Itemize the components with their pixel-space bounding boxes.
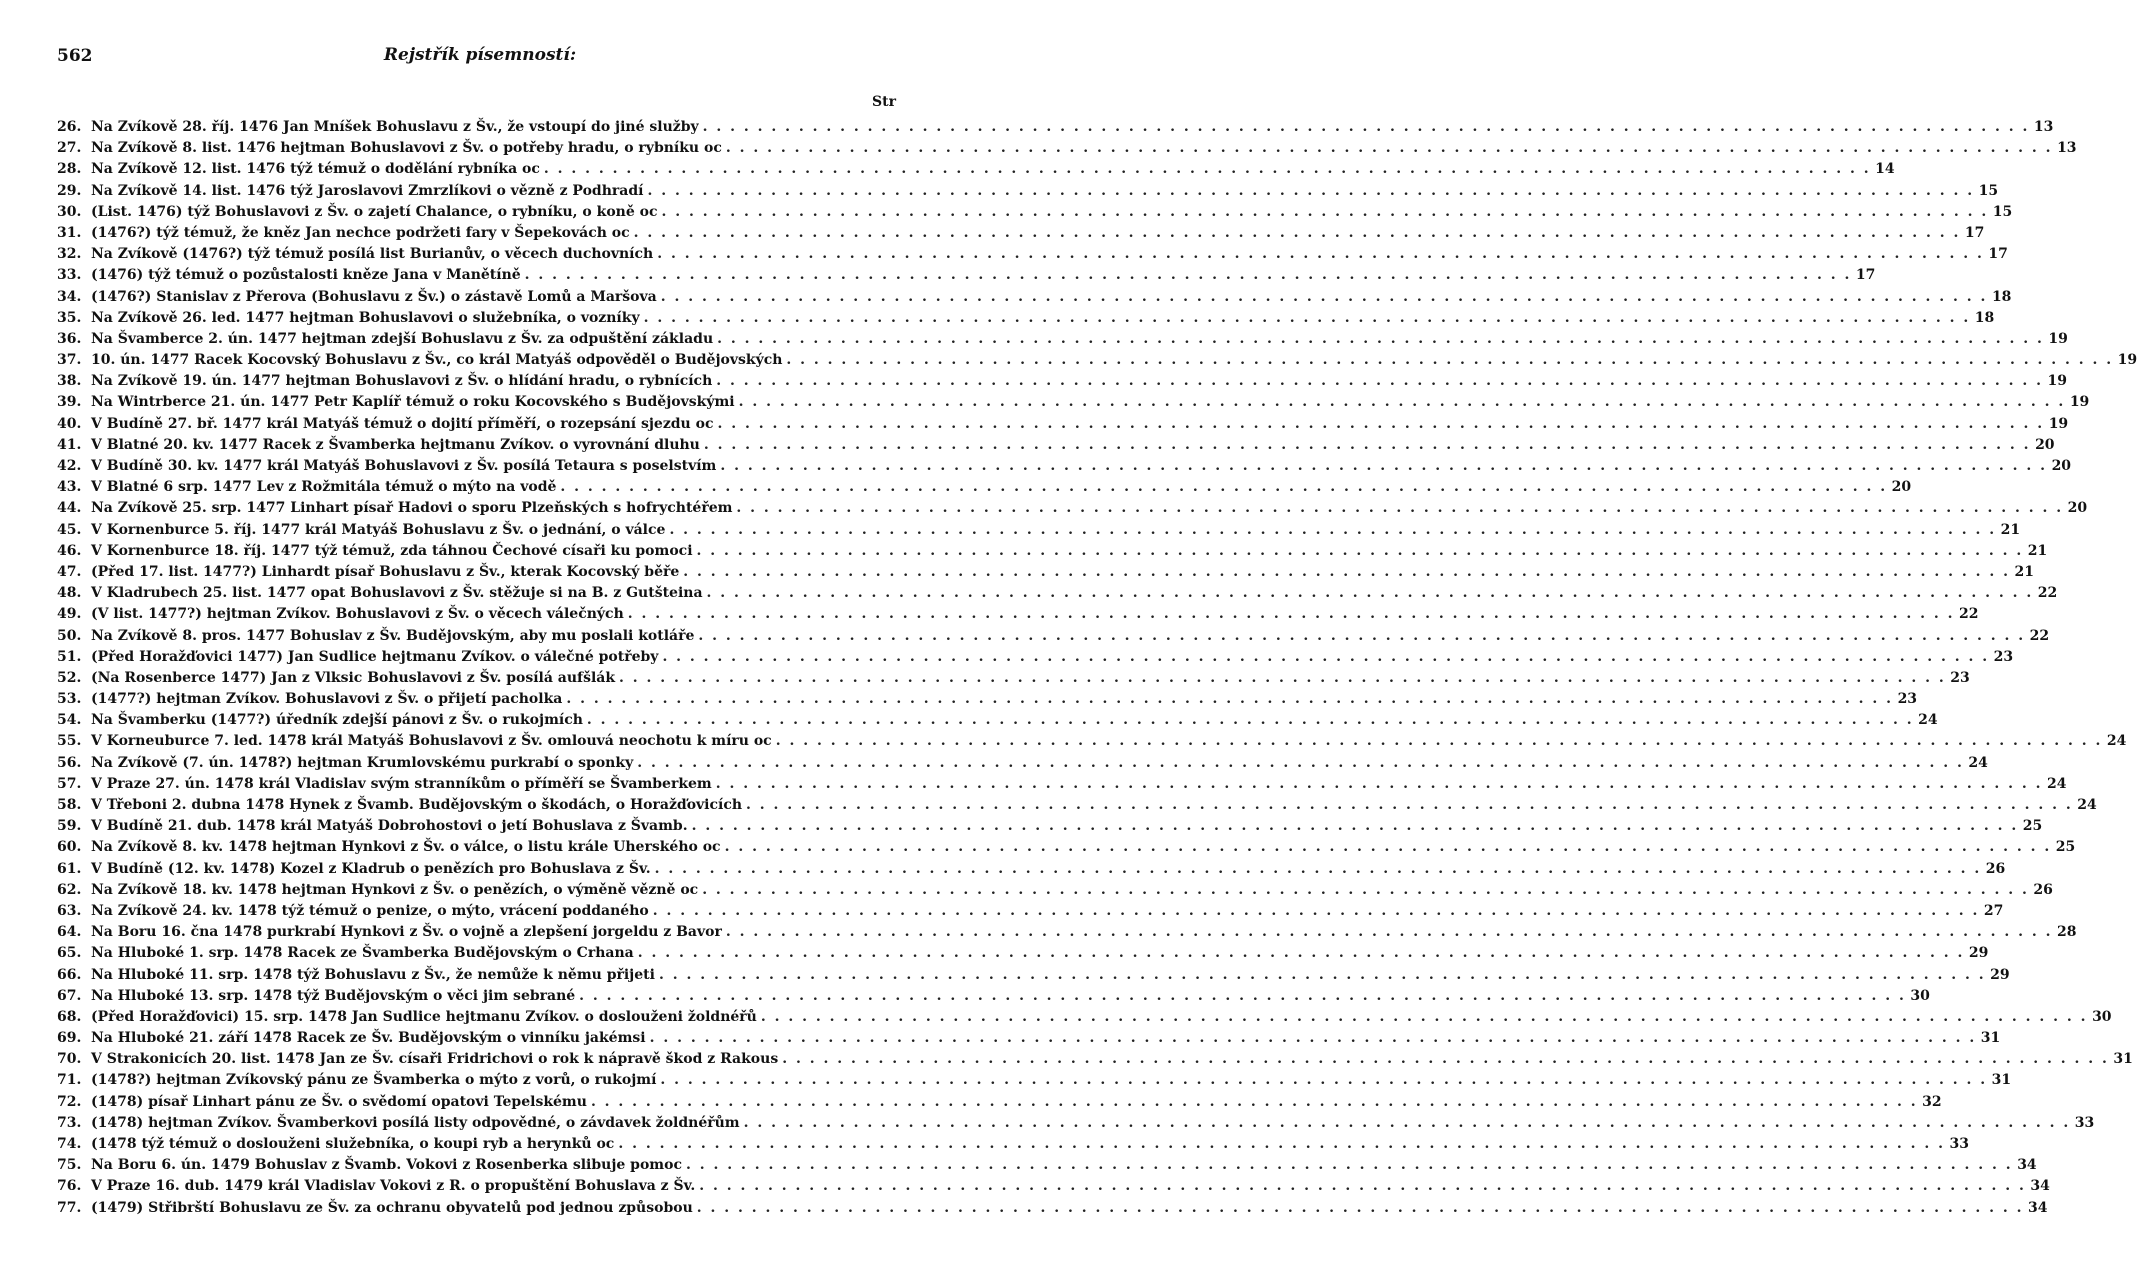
register-entry	[57, 330, 2068, 352]
dot-leader	[619, 670, 1946, 686]
entry-number: 29.	[57, 182, 82, 199]
register-entry	[57, 458, 2072, 479]
register-entry	[57, 500, 2088, 521]
entry-text: Na Zvíkově (1476?) týž témuž posílá list Burianův, o věcech duchovních	[91, 246, 654, 263]
register-entry	[57, 987, 1930, 1009]
register-entry	[57, 585, 2058, 606]
entry-text: (List. 1476) týž Bohuslavovi z Šv. o zajetí Chalance, o rybníku, o koně oc	[91, 203, 658, 220]
entry-page: 17	[1964, 224, 1985, 241]
dot-leader	[566, 691, 1893, 707]
entry-text: Na Zvíkově 25. srp. 1477 Linhart písař Hadovi o sporu Plzeňských s hofrychtéřem	[91, 500, 733, 517]
register-entry	[57, 606, 1979, 627]
dot-leader	[662, 649, 1989, 665]
entry-page: 20	[2051, 458, 2072, 474]
entry-text: V Budíně 21. dub. 1478 král Matyáš Dobrohostovi o jetí Bohuslava z Švamb.	[91, 818, 688, 835]
entry-page: 31	[2113, 1051, 2133, 1068]
dot-leader	[669, 522, 1996, 538]
page-column-label: Str	[872, 94, 896, 110]
dot-leader	[702, 882, 2029, 898]
entry-text: Na Zvíkově 8. list. 1476 hejtman Bohuslavovi z Šv. o potřeby hradu, o rybníku oc	[91, 140, 722, 157]
entry-number: 75.	[57, 1157, 82, 1174]
entry-text: V Třeboni 2. dubna 1478 Hynek z Švamb. Budějovským o škodách, o Horažďovicích	[91, 797, 743, 813]
entry-text: V Praze 27. ún. 1478 král Vladislav svým stranníkům o příměří se Švamberkem	[91, 775, 712, 792]
register-entry	[57, 839, 2076, 860]
dot-leader	[744, 1115, 2071, 1131]
entry-page: 31	[1991, 1072, 2012, 1089]
entry-number: 58.	[57, 797, 82, 813]
entry-page: 13	[2057, 140, 2077, 157]
register-entry	[57, 860, 2006, 882]
entry-number: 68.	[57, 1008, 82, 1025]
entry-text: (1478) písař Linhart pánu ze Šv. o svědomí opatovi Tepelskému	[91, 1093, 587, 1110]
entry-page: 31	[1980, 1030, 2001, 1047]
entry-number: 63.	[57, 902, 82, 919]
dot-leader	[782, 1051, 2109, 1067]
dot-leader	[699, 1178, 2026, 1194]
entry-number: 31.	[57, 224, 82, 241]
register-entry	[57, 712, 1938, 733]
entry-number: 76.	[57, 1178, 82, 1195]
register-entry	[57, 966, 2010, 988]
register-entry	[57, 1008, 2112, 1030]
entry-number: 42.	[57, 458, 82, 474]
register-entry	[57, 691, 1918, 712]
dot-leader	[703, 119, 2030, 135]
dot-leader	[544, 161, 1871, 177]
entry-number: 50.	[57, 627, 82, 644]
entry-page: 24	[2106, 733, 2127, 750]
entry-number: 70.	[57, 1051, 82, 1068]
entry-number: 65.	[57, 945, 82, 962]
entry-number: 43.	[57, 479, 82, 496]
entry-number: 72.	[57, 1093, 82, 1110]
entry-number: 39.	[57, 394, 82, 411]
register-entry	[57, 415, 2069, 437]
entry-page: 29	[1968, 945, 1989, 962]
entry-number: 46.	[57, 542, 82, 559]
entry-page: 30	[2092, 1008, 2112, 1025]
entry-text: Na Boru 6. ún. 1479 Bohuslav z Švamb. Vokovi z Rosenberka slibuje pomoc	[91, 1157, 682, 1174]
entry-text: Na Boru 16. čna 1478 purkrabí Hynkovi z Šv. o vojně a zlepšení jorgeldu z Bavor	[91, 924, 722, 941]
entry-number: 77.	[57, 1199, 82, 1216]
entry-page: 26	[1985, 860, 2006, 877]
register-entry	[57, 373, 2067, 394]
entry-number: 27.	[57, 140, 82, 157]
entry-page: 19	[2048, 330, 2068, 347]
entry-page: 24	[2046, 775, 2067, 792]
dot-leader	[707, 585, 2034, 601]
entry-text: V Praze 16. dub. 1479 král Vladislav Vokovi z R. o propuštění Bohuslava z Šv.	[91, 1178, 696, 1195]
entry-page: 23	[1993, 648, 2014, 665]
register-entry	[57, 797, 2097, 818]
dot-leader	[653, 903, 1980, 919]
register-entry	[57, 1051, 2133, 1072]
register-entry	[57, 1114, 2095, 1136]
register-entry	[57, 521, 2021, 543]
entry-text: (1479) Střibrští Bohuslavu ze Šv. za ochranu obyvatelů pod jednou způsobou	[91, 1199, 693, 1216]
dot-leader	[661, 289, 1988, 305]
entry-page: 20	[2067, 500, 2088, 517]
dot-leader	[634, 225, 1961, 241]
entry-text: (1478 týž témuž o doslouženi služebníka, o koupi ryb a herynků oc	[91, 1136, 615, 1152]
entry-number: 59.	[57, 818, 82, 835]
dot-leader	[697, 543, 2024, 559]
register-entry	[57, 1178, 2050, 1199]
dot-leader	[659, 967, 1986, 983]
entry-number: 35.	[57, 309, 82, 326]
entry-page: 30	[1910, 987, 1930, 1004]
register-entry	[57, 246, 2008, 267]
entry-number: 33.	[57, 267, 82, 284]
entry-page: 19	[2069, 394, 2090, 411]
entry-page: 19	[2047, 373, 2067, 390]
dot-leader	[716, 776, 2043, 792]
register-entry	[57, 394, 2090, 415]
register-entry	[57, 818, 2043, 839]
entry-text: Na Hluboké 11. srp. 1478 týž Bohuslavu z Šv., že nemůže k němu přijeti	[91, 966, 655, 983]
register-entry	[57, 309, 1995, 331]
entry-number: 38.	[57, 373, 82, 390]
register-entry	[57, 1199, 2048, 1221]
register-entry	[57, 627, 2050, 649]
entry-number: 41.	[57, 436, 82, 453]
entry-page: 15	[1978, 182, 1999, 199]
entry-text: Na Wintrberce 21. ún. 1477 Petr Kaplíř témuž o roku Kocovského s Budějovskými	[91, 394, 735, 411]
entry-page: 28	[2057, 924, 2077, 941]
register-entry	[57, 542, 2048, 564]
entry-page: 22	[2037, 585, 2058, 602]
entry-text: Na Zvíkově 28. říj. 1476 Jan Mníšek Bohuslavu z Šv., že vstoupí do jiné služby	[91, 119, 699, 135]
dot-leader	[697, 1200, 2024, 1216]
dot-leader	[683, 564, 2010, 580]
entry-text: (1478?) hejtman Zvíkovský pánu ze Švamberka o mýto z vorů, o rukojmí	[91, 1072, 657, 1089]
register-entry	[57, 1157, 2037, 1178]
entry-text: Na Švamberku (1477?) úředník zdejší pánovi z Šv. o rukojmích	[91, 712, 583, 729]
entry-page: 21	[2000, 521, 2021, 538]
entry-text: V Kornenburce 5. říj. 1477 král Matyáš Bohuslavu z Šv. o jednání, o válce	[91, 521, 666, 538]
entry-page: 34	[2030, 1178, 2050, 1195]
register-list	[57, 119, 2137, 1221]
entry-page: 20	[1891, 479, 1912, 496]
entry-text: (1477?) hejtman Zvíkov. Bohuslavovi z Šv. o přijetí pacholka	[91, 691, 563, 708]
register-entry	[57, 733, 2127, 754]
entry-text: Na Hluboké 13. srp. 1478 týž Budějovským o věci jim sebrané	[91, 987, 576, 1004]
entry-text: (Na Rosenberce 1477) Jan z Vlksic Bohuslavovi z Šv. posílá aufšlák	[91, 669, 616, 686]
entry-page: 34	[2027, 1199, 2048, 1216]
entry-page: 24	[2077, 797, 2097, 813]
entry-text: Na Zvíkově 8. kv. 1478 hejtman Hynkovi z Šv. o válce, o listu krále Uherského oc	[91, 839, 721, 856]
entry-text: (1476) týž témuž o pozůstalosti kněze Jana v Manětíně	[91, 267, 521, 284]
entry-number: 67.	[57, 987, 82, 1004]
dot-leader	[698, 628, 2025, 644]
entry-number: 69.	[57, 1030, 82, 1047]
entry-text: Na Zvíkově 18. kv. 1478 hejtman Hynkovi z Šv. o penězích, o výměně vězně oc	[91, 881, 699, 898]
register-entry	[57, 1030, 2001, 1051]
entry-number: 40.	[57, 415, 82, 432]
entry-text: V Kornenburce 18. říj. 1477 týž témuž, zda táhnou Čechové císaři ku pomoci	[91, 542, 693, 559]
dot-leader	[660, 1072, 1987, 1088]
entry-number: 47.	[57, 563, 82, 580]
entry-number: 57.	[57, 775, 82, 792]
entry-page: 22	[1958, 606, 1979, 623]
entry-number: 56.	[57, 754, 82, 771]
entry-page: 33	[1949, 1136, 1970, 1152]
register-entry	[57, 267, 1876, 288]
entry-text: Na Hluboké 1. srp. 1478 Racek ze Švamberka Budějovským o Crhana	[91, 945, 634, 962]
entry-page: 29	[1990, 966, 2010, 983]
dot-leader	[726, 924, 2053, 940]
entry-page: 19	[2048, 415, 2069, 432]
entry-page: 15	[1992, 203, 2013, 220]
register-entry	[57, 224, 1985, 246]
entry-page: 23	[1950, 669, 1970, 686]
dot-leader	[637, 755, 1964, 771]
entry-page: 33	[2074, 1114, 2095, 1131]
dot-leader	[746, 797, 2073, 813]
register-entry	[57, 945, 1989, 966]
entry-number: 74.	[57, 1136, 82, 1152]
entry-text: (Před Horažďovici) 15. srp. 1478 Jan Sudlice hejtmanu Zvíkov. o doslouženi žoldnéřů	[91, 1008, 757, 1025]
entry-text: Na Zvíkově 12. list. 1476 týž témuž o dodělání rybníka oc	[91, 161, 540, 178]
dot-leader	[628, 606, 1955, 622]
entry-text: (1476?) týž témuž, že kněz Jan nechce podržeti fary v Šepekovách oc	[91, 224, 630, 241]
entry-text: Na Švamberce 2. ún. 1477 hejtman zdejší Bohuslavu z Šv. za odpuštění základu	[91, 330, 714, 347]
entry-text: V Kladrubech 25. list. 1477 opat Bohuslavovi z Šv. stěžuje si na B. z Gutšteina	[91, 585, 703, 602]
entry-number: 37.	[57, 352, 82, 369]
register-entry	[57, 288, 2012, 310]
dot-leader	[647, 183, 1974, 199]
dot-leader	[704, 437, 2031, 453]
dot-leader	[618, 1136, 1945, 1152]
entry-number: 34.	[57, 288, 82, 305]
entry-page: 21	[2027, 542, 2048, 559]
dot-leader	[560, 479, 1887, 495]
entry-number: 28.	[57, 161, 82, 178]
dot-leader	[662, 204, 1989, 220]
dot-leader	[716, 373, 2043, 389]
register-entry	[57, 1072, 2012, 1093]
register-entry	[57, 648, 2014, 670]
dot-leader	[644, 310, 1971, 326]
dot-leader	[717, 331, 2044, 347]
dot-leader	[591, 1094, 1918, 1110]
dot-leader	[655, 861, 1982, 877]
entry-page: 22	[2029, 627, 2050, 644]
dot-leader	[717, 416, 2044, 432]
entry-text: V Budíně 27. bř. 1477 král Matyáš témuž o dojití příměří, o rozepsání sjezdu oc	[91, 415, 714, 432]
register-entry	[57, 1093, 1942, 1115]
entry-text: V Korneuburce 7. led. 1478 král Matyáš Bohuslavovi z Šv. omlouvá neochotu k míru oc	[91, 733, 772, 750]
entry-text: V Budíně 30. kv. 1477 král Matyáš Bohuslavovi z Šv. posílá Tetaura s poselstvím	[91, 458, 717, 474]
dot-leader	[761, 1009, 2088, 1025]
register-entry	[57, 1136, 1970, 1157]
entry-page: 14	[1875, 161, 1895, 178]
entry-text: V Blatné 20. kv. 1477 Racek z Švamberka hejtmanu Zvíkov. o vyrovnání dluhu	[91, 436, 700, 453]
entry-number: 55.	[57, 733, 82, 750]
dot-leader	[692, 818, 2019, 834]
entry-text: V Blatné 6 srp. 1477 Lev z Rožmitála témuž o mýto na vodě	[91, 479, 557, 496]
register-entry	[57, 479, 1912, 500]
entry-text: Na Zvíkově 8. pros. 1477 Bohuslav z Šv. Budějovským, aby mu poslali kotláře	[91, 627, 695, 644]
entry-number: 32.	[57, 246, 82, 263]
entry-number: 62.	[57, 881, 82, 898]
entry-page: 26	[2033, 881, 2053, 898]
entry-text: V Budíně (12. kv. 1478) Kozel z Kladrub o penězích pro Bohuslava z Šv.	[91, 860, 651, 877]
register-entry	[57, 881, 2053, 903]
entry-page: 25	[2022, 818, 2043, 835]
dot-leader	[657, 246, 1984, 262]
dot-leader	[726, 140, 2053, 156]
register-entry	[57, 754, 1988, 776]
entry-number: 26.	[57, 119, 82, 135]
entry-page: 27	[1983, 902, 2004, 919]
entry-page: 13	[2033, 119, 2054, 135]
entry-text: Na Zvíkově 14. list. 1476 týž Jaroslavovi Zmrzlíkovi o vězně z Podhradí	[91, 182, 644, 199]
register-entry	[57, 140, 2077, 161]
entry-number: 60.	[57, 839, 82, 856]
running-title: Rejstřík písemností:	[383, 45, 577, 65]
entry-text: Na Zvíkově 19. ún. 1477 hejtman Bohuslavovi z Šv. o hlídání hradu, o rybnících	[91, 373, 713, 390]
dot-leader	[587, 712, 1914, 728]
entry-text: (Před 17. list. 1477?) Linhardt písař Bohuslavu z Šv., kterak Kocovský běře	[91, 563, 680, 580]
entry-page: 17	[1988, 246, 2008, 263]
entry-number: 44.	[57, 500, 82, 517]
entry-number: 30.	[57, 203, 82, 220]
page-number: 562	[57, 46, 93, 66]
entry-page: 17	[1855, 267, 1876, 284]
entry-number: 53.	[57, 691, 82, 708]
register-entry	[57, 902, 2004, 924]
entry-number: 64.	[57, 924, 82, 941]
dot-leader	[525, 267, 1852, 283]
entry-number: 51.	[57, 648, 82, 665]
entry-text: Na Zvíkově 24. kv. 1478 týž témuž o penize, o mýto, vrácení poddaného	[91, 902, 649, 919]
register-entry	[57, 775, 2067, 797]
dot-leader	[725, 839, 2052, 855]
register-entry	[57, 436, 2055, 458]
entry-page: 24	[1918, 712, 1938, 729]
dot-leader	[739, 394, 2066, 410]
register-entry	[57, 669, 1970, 691]
entry-page: 21	[2014, 563, 2034, 580]
entry-number: 48.	[57, 585, 82, 602]
dot-leader	[776, 733, 2103, 749]
dot-leader	[579, 988, 1906, 1004]
entry-number: 52.	[57, 669, 82, 686]
dot-leader	[686, 1157, 2013, 1173]
entry-page: 18	[1974, 309, 1995, 326]
register-entry	[57, 119, 2054, 140]
entry-text: Na Zvíkově (7. ún. 1478?) hejtman Krumlovskému purkrabí o sponky	[91, 754, 634, 771]
entry-number: 54.	[57, 712, 82, 729]
entry-number: 73.	[57, 1114, 82, 1131]
register-entry	[57, 203, 2013, 225]
entry-number: 61.	[57, 860, 82, 877]
entry-text: Na Hluboké 21. září 1478 Racek ze Šv. Budějovským o vinníku jakémsi	[91, 1030, 646, 1047]
entry-page: 25	[2055, 839, 2076, 856]
entry-number: 36.	[57, 330, 82, 347]
dot-leader	[736, 500, 2063, 516]
dot-leader	[650, 1030, 1977, 1046]
entry-number: 45.	[57, 521, 82, 538]
entry-page: 18	[1991, 288, 2012, 305]
entry-number: 66.	[57, 966, 82, 983]
entry-page: 19	[2117, 352, 2137, 369]
register-entry	[57, 924, 2077, 945]
entry-page: 20	[2035, 436, 2055, 453]
register-entry	[57, 352, 2137, 373]
entry-text: Na Zvíkově 26. led. 1477 hejtman Bohuslavovi o služebníka, o vozníky	[91, 309, 640, 326]
dot-leader	[638, 945, 1965, 961]
dot-leader	[720, 458, 2047, 474]
entry-text: (1476?) Stanislav z Přerova (Bohuslavu z Šv.) o zástavě Lomů a Maršova	[91, 288, 657, 305]
entry-text: (V list. 1477?) hejtman Zvíkov. Bohuslavovi z Šv. o věcech válečných	[91, 606, 624, 623]
entry-page: 24	[1968, 754, 1988, 771]
entry-page: 34	[2017, 1157, 2037, 1174]
register-entry	[57, 182, 1999, 204]
entry-text: 10. ún. 1477 Racek Kocovský Bohuslavu z Šv., co král Matyáš odpověděl o Budějovských	[91, 352, 783, 369]
entry-page: 32	[1922, 1093, 1942, 1110]
register-entry	[57, 563, 2034, 585]
entry-text: (Před Horažďovici 1477) Jan Sudlice hejtmanu Zvíkov. o válečné potřeby	[91, 648, 659, 665]
entry-number: 49.	[57, 606, 82, 623]
entry-text: V Strakonicích 20. list. 1478 Jan ze Šv. císaři Fridrichovi o rok k nápravě škod z Rakous	[91, 1051, 779, 1068]
entry-text: (1478) hejtman Zvíkov. Švamberkovi posílá listy odpovědné, o závdavek žoldnéřům	[91, 1114, 740, 1131]
entry-number: 71.	[57, 1072, 82, 1089]
entry-page: 23	[1897, 691, 1918, 708]
dot-leader	[786, 352, 2113, 368]
register-entry	[57, 161, 1895, 182]
